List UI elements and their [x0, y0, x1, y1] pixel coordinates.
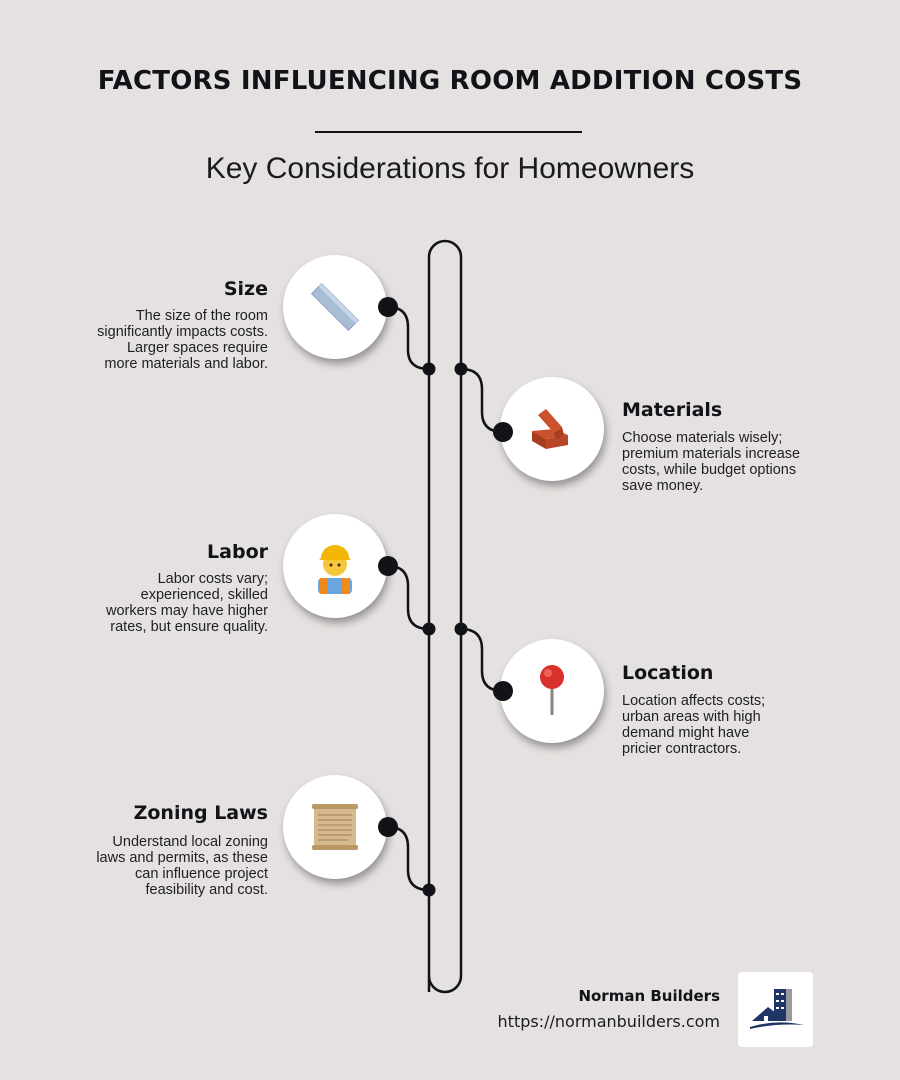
company-name: Norman Builders — [578, 987, 720, 1005]
ruler-icon — [305, 277, 365, 337]
factor-title-labor: Labor — [207, 541, 268, 563]
factor-desc-location: Location affects costs; urban areas with high demand might have pricier contractors. — [622, 693, 766, 757]
page-title: FACTORS INFLUENCING ROOM ADDITION COSTS — [97, 66, 803, 96]
labor-icon-circle — [283, 514, 387, 618]
bricks-icon — [524, 401, 580, 457]
location-icon-circle — [500, 639, 604, 743]
building-logo-icon — [746, 985, 806, 1035]
factor-desc-labor: Labor costs vary; experienced, skilled workers may have higher rates, but ensure quality. — [106, 571, 268, 635]
factor-title-location: Location — [622, 662, 714, 684]
construction-worker-icon — [310, 538, 360, 594]
factor-title-materials: Materials — [622, 399, 723, 421]
zoning-icon-circle — [283, 775, 387, 879]
company-logo — [738, 972, 813, 1047]
factor-title-zoning: Zoning Laws — [133, 802, 268, 824]
materials-icon-circle — [500, 377, 604, 481]
page-subtitle: Key Considerations for Homeowners — [205, 152, 695, 185]
factor-desc-size: The size of the room significantly impacts costs. Larger spaces require more materials and labor. — [97, 308, 268, 372]
factor-title-size: Size — [223, 278, 268, 300]
pushpin-icon — [532, 663, 572, 719]
factor-desc-materials: Choose materials wisely; premium materials increase costs, while budget options save money. — [622, 430, 801, 494]
factor-desc-zoning: Understand local zoning laws and permits, as these can influence project feasibility and cost. — [96, 834, 268, 898]
size-icon-circle — [283, 255, 387, 359]
company-url[interactable]: https://normanbuilders.com — [497, 1012, 720, 1031]
scroll-icon — [308, 800, 362, 854]
